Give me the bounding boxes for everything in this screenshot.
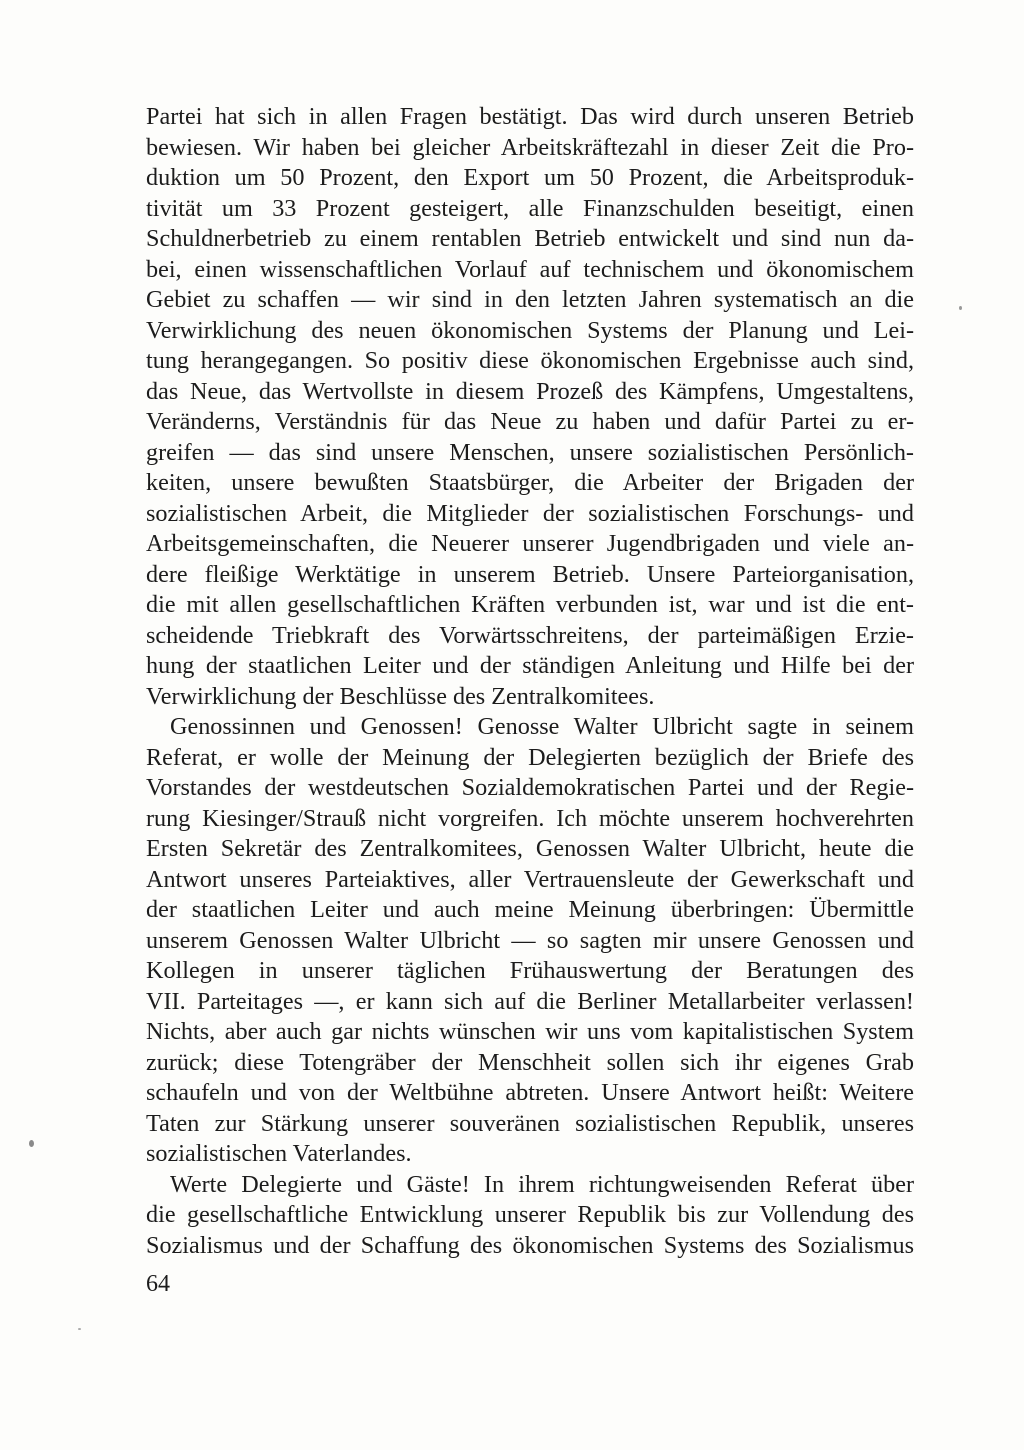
- text-line: bewiesen. Wir haben bei gleicher Arbeitskräftezahl in dieser Zeit die Pro-: [146, 133, 914, 161]
- text-line: Vorstandes der westdeutschen Sozialdemokratischen Partei und der Regie-: [146, 774, 914, 801]
- text-line: Gebiet zu schaffen — wir sind in den letzten Jahren systematisch an die: [146, 286, 914, 313]
- scan-speck: [78, 1328, 81, 1330]
- text-line: tung herangegangen. So positiv diese ökonomischen Ergebnisse auch sind,: [146, 347, 914, 374]
- scan-speck: [959, 306, 962, 310]
- text-line: unserem Genossen Walter Ulbricht — so sagten mir unsere Genossen und: [146, 926, 914, 954]
- text-line: hung der staatlichen Leiter und der ständigen Anleitung und Hilfe bei der: [146, 652, 914, 679]
- text-line: Veränderns, Verständnis für das Neue zu haben und dafür Partei zu er-: [146, 408, 914, 435]
- text-line: duktion um 50 Prozent, den Export um 50 Prozent, die Arbeitsproduk-: [146, 164, 914, 191]
- text-line: Antwort unseres Parteiaktives, aller Vertrauensleute der Gewerkschaft und: [146, 865, 914, 893]
- text-line: Werte Delegierte und Gäste! In ihrem richtungweisenden Referat über: [170, 1170, 914, 1198]
- text-line: rung Kiesinger/Strauß nicht vorgreifen. Ich möchte unserem hochverehrten: [146, 804, 914, 832]
- text-line: Genossinnen und Genossen! Genosse Walter Ulbricht sagte in seinem: [170, 713, 914, 740]
- text-line: bei, einen wissenschaftlichen Vorlauf auf technischem und ökonomischem: [146, 255, 914, 283]
- text-line: VII. Parteitages —, er kann sich auf die Berliner Metallarbeiter verlassen!: [146, 987, 914, 1015]
- text-line: der staatlichen Leiter und auch meine Meinung überbringen: Übermittle: [146, 896, 914, 923]
- text-line: Kollegen in unserer täglichen Frühauswertung der Beratungen des: [146, 957, 914, 984]
- text-line: scheidende Triebkraft des Vorwärtsschreitens, der parteimäßigen Erzie-: [146, 621, 914, 649]
- text-line: die mit allen gesellschaftlichen Kräften verbunden ist, war und ist die ent-: [146, 591, 914, 618]
- text-line: Schuldnerbetrieb zu einem rentablen Betrieb entwickelt und sind nun da-: [146, 225, 914, 252]
- page-number: 64: [146, 1271, 170, 1297]
- text-line: sozialistischen Arbeit, die Mitglieder der sozialistischen Forschungs- und: [146, 499, 914, 527]
- text-line: Arbeitsgemeinschaften, die Neuerer unserer Jugendbrigaden und viele an-: [146, 530, 914, 557]
- body-text: [146, 102, 914, 1261]
- scan-speck: [29, 1140, 34, 1147]
- text-line: die gesellschaftliche Entwicklung unserer Republik bis zur Vollendung des: [146, 1201, 914, 1228]
- text-line: greifen — das sind unsere Menschen, unsere sozialistischen Persönlich-: [146, 438, 914, 466]
- text-line: Verwirklichung der Beschlüsse des Zentralkomitees.: [146, 682, 655, 710]
- text-line: keiten, unsere bewußten Staatsbürger, die Arbeiter der Brigaden der: [146, 469, 914, 496]
- text-line: schaufeln und von der Weltbühne abtreten. Unsere Antwort heißt: Weitere: [146, 1079, 914, 1106]
- text-line: Sozialismus und der Schaffung des ökonomischen Systems des Sozialismus: [146, 1231, 914, 1259]
- text-line: Referat, er wolle der Meinung der Delegierten bezüglich der Briefe des: [146, 743, 914, 771]
- text-line: Taten zur Stärkung unserer souveränen sozialistischen Republik, unseres: [146, 1109, 914, 1137]
- text-line: Verwirklichung des neuen ökonomischen Systems der Planung und Lei-: [146, 316, 914, 344]
- text-line: das Neue, das Wertvollste in diesem Prozeß des Kämpfens, Umgestaltens,: [146, 377, 914, 405]
- text-line: Partei hat sich in allen Fragen bestätigt. Das wird durch unseren Betrieb: [146, 103, 914, 130]
- text-line: dere fleißige Werktätige in unserem Betrieb. Unsere Parteiorganisation,: [146, 560, 914, 588]
- text-line: Ersten Sekretär des Zentralkomitees, Genossen Walter Ulbricht, heute die: [146, 835, 914, 862]
- text-line: sozialistischen Vaterlandes.: [146, 1140, 412, 1167]
- text-line: tivität um 33 Prozent gesteigert, alle Finanzschulden beseitigt, einen: [146, 194, 914, 222]
- text-line: Nichts, aber auch gar nichts wünschen wir uns vom kapitalistischen System: [146, 1018, 914, 1045]
- text-line: zurück; diese Totengräber der Menschheit sollen sich ihr eigenes Grab: [146, 1048, 914, 1076]
